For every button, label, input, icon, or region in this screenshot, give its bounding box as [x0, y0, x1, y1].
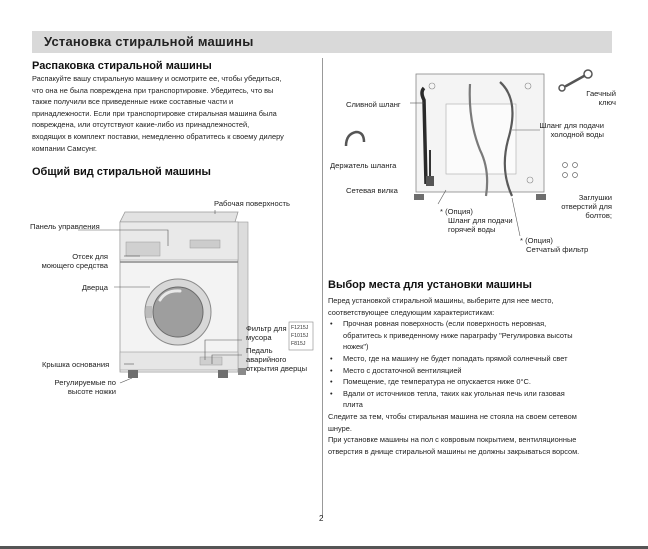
requirement-text: Прочная ровная поверхность (если поверхность неровная, — [343, 319, 547, 329]
hose-holder-shape — [346, 132, 364, 146]
door-glass-shape — [153, 287, 203, 337]
detergent-label-line: Отсек для — [72, 252, 108, 261]
requirement-item: • Место с достаточной вентиляцией — [328, 365, 618, 377]
mesh-filter-label-line: * (Опция) — [520, 236, 553, 245]
foot-right — [218, 370, 228, 378]
filter-label-line: Фильтр для — [246, 324, 287, 333]
location-outro-line: При установке машины на пол с ковровым покрытием, вентиляционные — [328, 435, 577, 445]
requirement-item — [328, 318, 618, 353]
location-outro-line: Следите за тем, чтобы стиральная машина не стояла на своем сетевом — [328, 411, 577, 421]
model-code: F1215J — [291, 325, 309, 331]
unpacking-heading: Распаковка стиральной машины — [32, 60, 212, 72]
mesh-filter-label-line: Сетчатый фильтр — [526, 245, 589, 254]
unpacking-text — [32, 73, 320, 154]
requirement-text: плита — [343, 400, 363, 410]
caps-label-line: болтов; — [585, 211, 612, 220]
requirement-item: • Помещение, где температура не опускается ниже 0°С. — [328, 376, 618, 388]
location-outro-line: отверстия в днище стиральной машины не должны закрываться ворсом. — [328, 446, 580, 456]
filter-label — [246, 324, 287, 342]
unpacking-line: входящих в комплект поставки, немедленно обратитесь к своему дилеру — [32, 131, 284, 141]
wrench-shape — [566, 76, 584, 86]
power-plug-shape — [426, 176, 434, 186]
cold-hose-label — [526, 121, 604, 139]
filter-cover-shape — [200, 357, 222, 365]
caps-label — [552, 193, 612, 220]
location-heading: Выбор места для установки машины — [328, 279, 532, 291]
power-plug-label: Сетевая вилка — [346, 186, 398, 195]
emergency-label-line: открытия дверцы — [246, 364, 308, 373]
drain-hose-label: Сливной шланг — [346, 100, 401, 109]
base-cover-label: Крышка основания — [42, 360, 110, 369]
emergency-label-line: аварийного — [246, 355, 287, 364]
caps-label-line: отверстий для — [561, 202, 612, 211]
wrench-label-line: ключ — [598, 98, 616, 107]
requirement-text: Вдали от источников тепла, таких как угольная печь или газовая — [343, 388, 565, 398]
control-panel-label: Панель управления — [30, 222, 100, 231]
hot-hose-label-line: * (Опция) — [440, 207, 473, 216]
work-surface-shape — [120, 212, 238, 222]
work-surface-label: Рабочая поверхность — [214, 199, 290, 208]
page-number: 2 — [319, 514, 324, 523]
hose-holder-label: Держатель шланга — [330, 161, 397, 170]
model-code: F815J — [291, 341, 306, 347]
wrench-label-line: Гаечный — [586, 89, 616, 98]
cap-shape — [573, 163, 578, 168]
cold-hose-label-line: Шланг для подачи — [539, 121, 604, 130]
requirements-list — [328, 318, 618, 411]
wrench-label — [560, 89, 616, 107]
emergency-pedal-label — [246, 346, 307, 373]
unpacking-line: принадлежности. Если при транспортировке стиральная машина была — [32, 108, 277, 118]
foot-left — [128, 370, 138, 378]
location-intro-line: соответствующее следующим характеристикам: — [328, 307, 495, 317]
location-text — [328, 295, 618, 457]
caps-label-line: Заглушки — [578, 193, 612, 202]
cap-shape — [573, 173, 578, 178]
unpacking-line: повреждена, или отсутствуют какие-либо из принадлежностей, — [32, 120, 250, 130]
feet-label — [20, 378, 116, 396]
hot-hose-label-line: горячей воды — [448, 225, 496, 234]
cap-shape — [563, 163, 568, 168]
hot-hose-label — [440, 207, 513, 234]
location-intro-line: Перед установкой стиральной машины, выберите для нее место, — [328, 296, 554, 305]
detergent-label-line: моющего средства — [41, 261, 108, 270]
requirement-text: обратитесь к приведенному ниже параграфу "Регулировка высоты — [343, 330, 573, 340]
requirement-text: ножек") — [343, 342, 369, 352]
requirement-item: • Место, где на машину не будет попадать прямой солнечный свет — [328, 353, 618, 365]
display-shape — [190, 240, 220, 248]
unpacking-line: также получили все приведенные ниже составные части и — [32, 97, 234, 107]
feet-label-line: высоте ножки — [67, 387, 116, 396]
mesh-filter-label — [520, 236, 588, 254]
hot-hose-label-line: Шланг для подачи — [448, 216, 513, 225]
detergent-label — [20, 252, 108, 270]
emergency-label-line: Педаль — [246, 346, 273, 355]
overview-heading: Общий вид стиральной машины — [32, 166, 211, 178]
door-label: Дверца — [81, 283, 108, 292]
cold-hose-label-line: холодной воды — [550, 130, 604, 139]
unpacking-line: что она не была повреждена при транспортировке. Убедитесь, что вы — [32, 85, 274, 95]
unpacking-line: компании Самсунг. — [32, 143, 97, 153]
requirement-item — [328, 388, 618, 411]
model-code: F1015J — [291, 333, 309, 339]
column-divider — [322, 58, 323, 518]
unpacking-line: Распакуйте вашу стиральную машину и осмотрите ее, чтобы убедиться, — [32, 74, 282, 83]
feet-label-line: Регулируемые по — [54, 378, 116, 387]
cap-shape — [563, 173, 568, 178]
page-title: Установка стиральной машины — [44, 34, 254, 49]
detergent-drawer-shape — [126, 242, 160, 256]
model-list — [291, 324, 308, 348]
location-outro-line: шнуре. — [328, 423, 352, 433]
filter-label-line: мусора — [246, 333, 272, 342]
